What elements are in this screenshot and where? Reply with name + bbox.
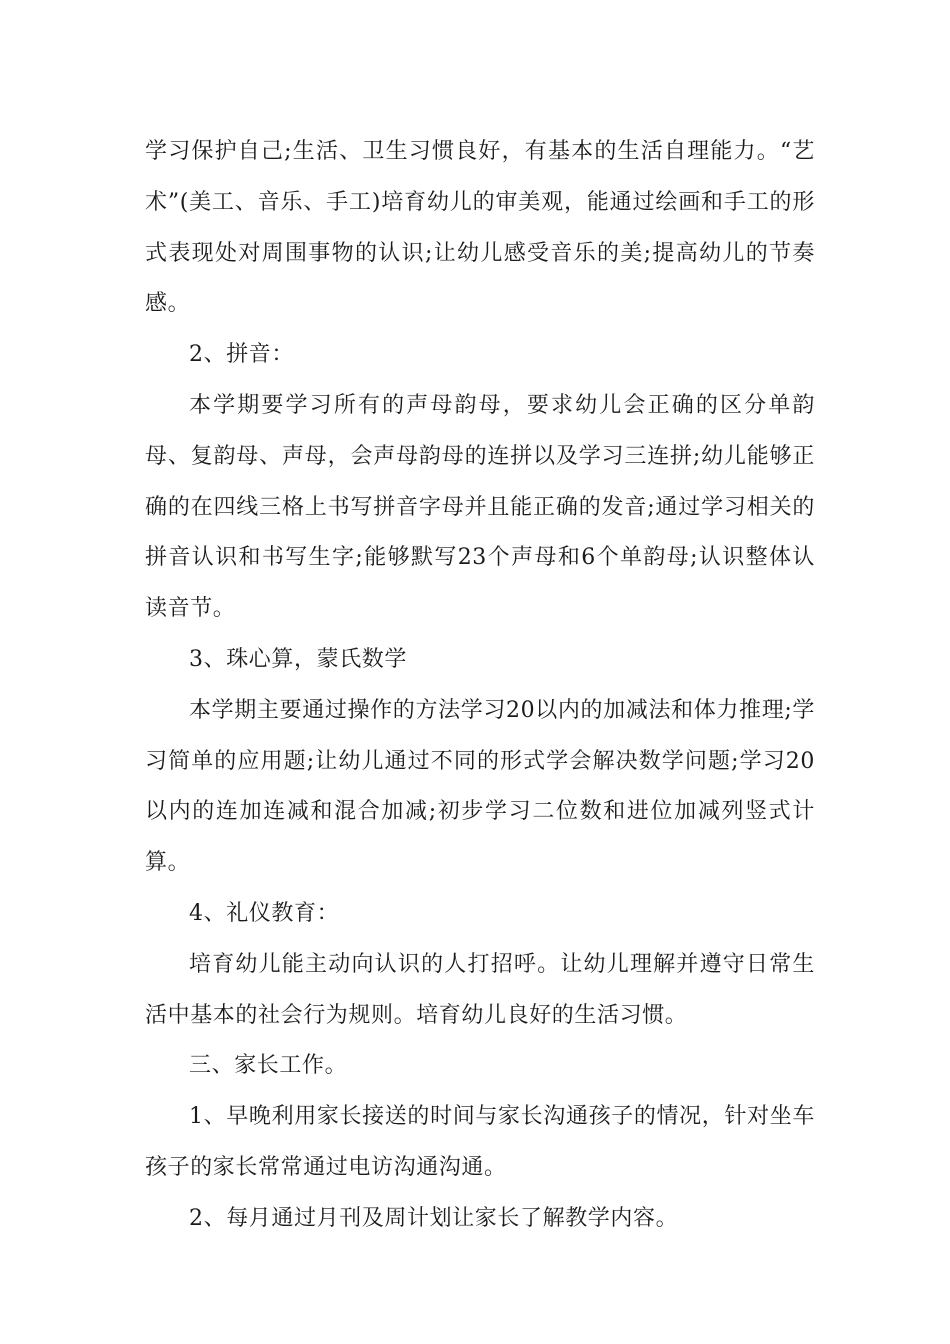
- document-body: [145, 127, 815, 1245]
- heading-etiquette: 4、礼仪教育：: [189, 900, 340, 926]
- heading-abacus-math: 3、珠心算，蒙氏数学: [189, 646, 407, 672]
- paragraph-parent-work-2: 2、每月通过月刊及周计划让家长了解教学内容。: [189, 1205, 679, 1231]
- paragraph-etiquette: 培育幼儿能主动向认识的人打招呼。让幼儿理解并遵守日常生活中基本的社会行为规则。培育幼儿良好的生活习惯。: [145, 951, 815, 1028]
- paragraph-parent-work-1: 1、早晚利用家长接送的时间与家长沟通孩子的情况，针对坐车孩子的家长常常通过电访沟通沟通。: [145, 1104, 815, 1180]
- heading-parent-work: 三、家长工作。: [189, 1053, 348, 1079]
- paragraph-abacus-math: 本学期主要通过操作的方法学习20以内的加减法和体力推理;学习简单的应用题;让幼儿通过不同的形式学会解决数学问题;学习20以内的连加连减和混合加减;初步学习二位数和进位加减列竖式计算。: [145, 697, 815, 876]
- paragraph-continued-arts: 学习保护自己;生活、卫生习惯良好，有基本的生活自理能力。“艺术”(美工、音乐、手工)培育幼儿的审美观，能通过绘画和手工的形式表现处对周围事物的认识;让幼儿感受音乐的美;提高幼儿的节奏感。: [145, 139, 815, 317]
- paragraph-pinyin: 本学期要学习所有的声母韵母，要求幼儿会正确的区分单韵母、复韵母、声母，会声母韵母的连拼以及学习三连拼;幼儿能够正确的在四线三格上书写拼音字母并且能正确的发音;通过学习相关的拼音认识和书写生字;能够默写23个声母和6个单韵母;认识整体认读音节。: [145, 392, 815, 622]
- heading-pinyin: 2、拼音：: [189, 342, 294, 368]
